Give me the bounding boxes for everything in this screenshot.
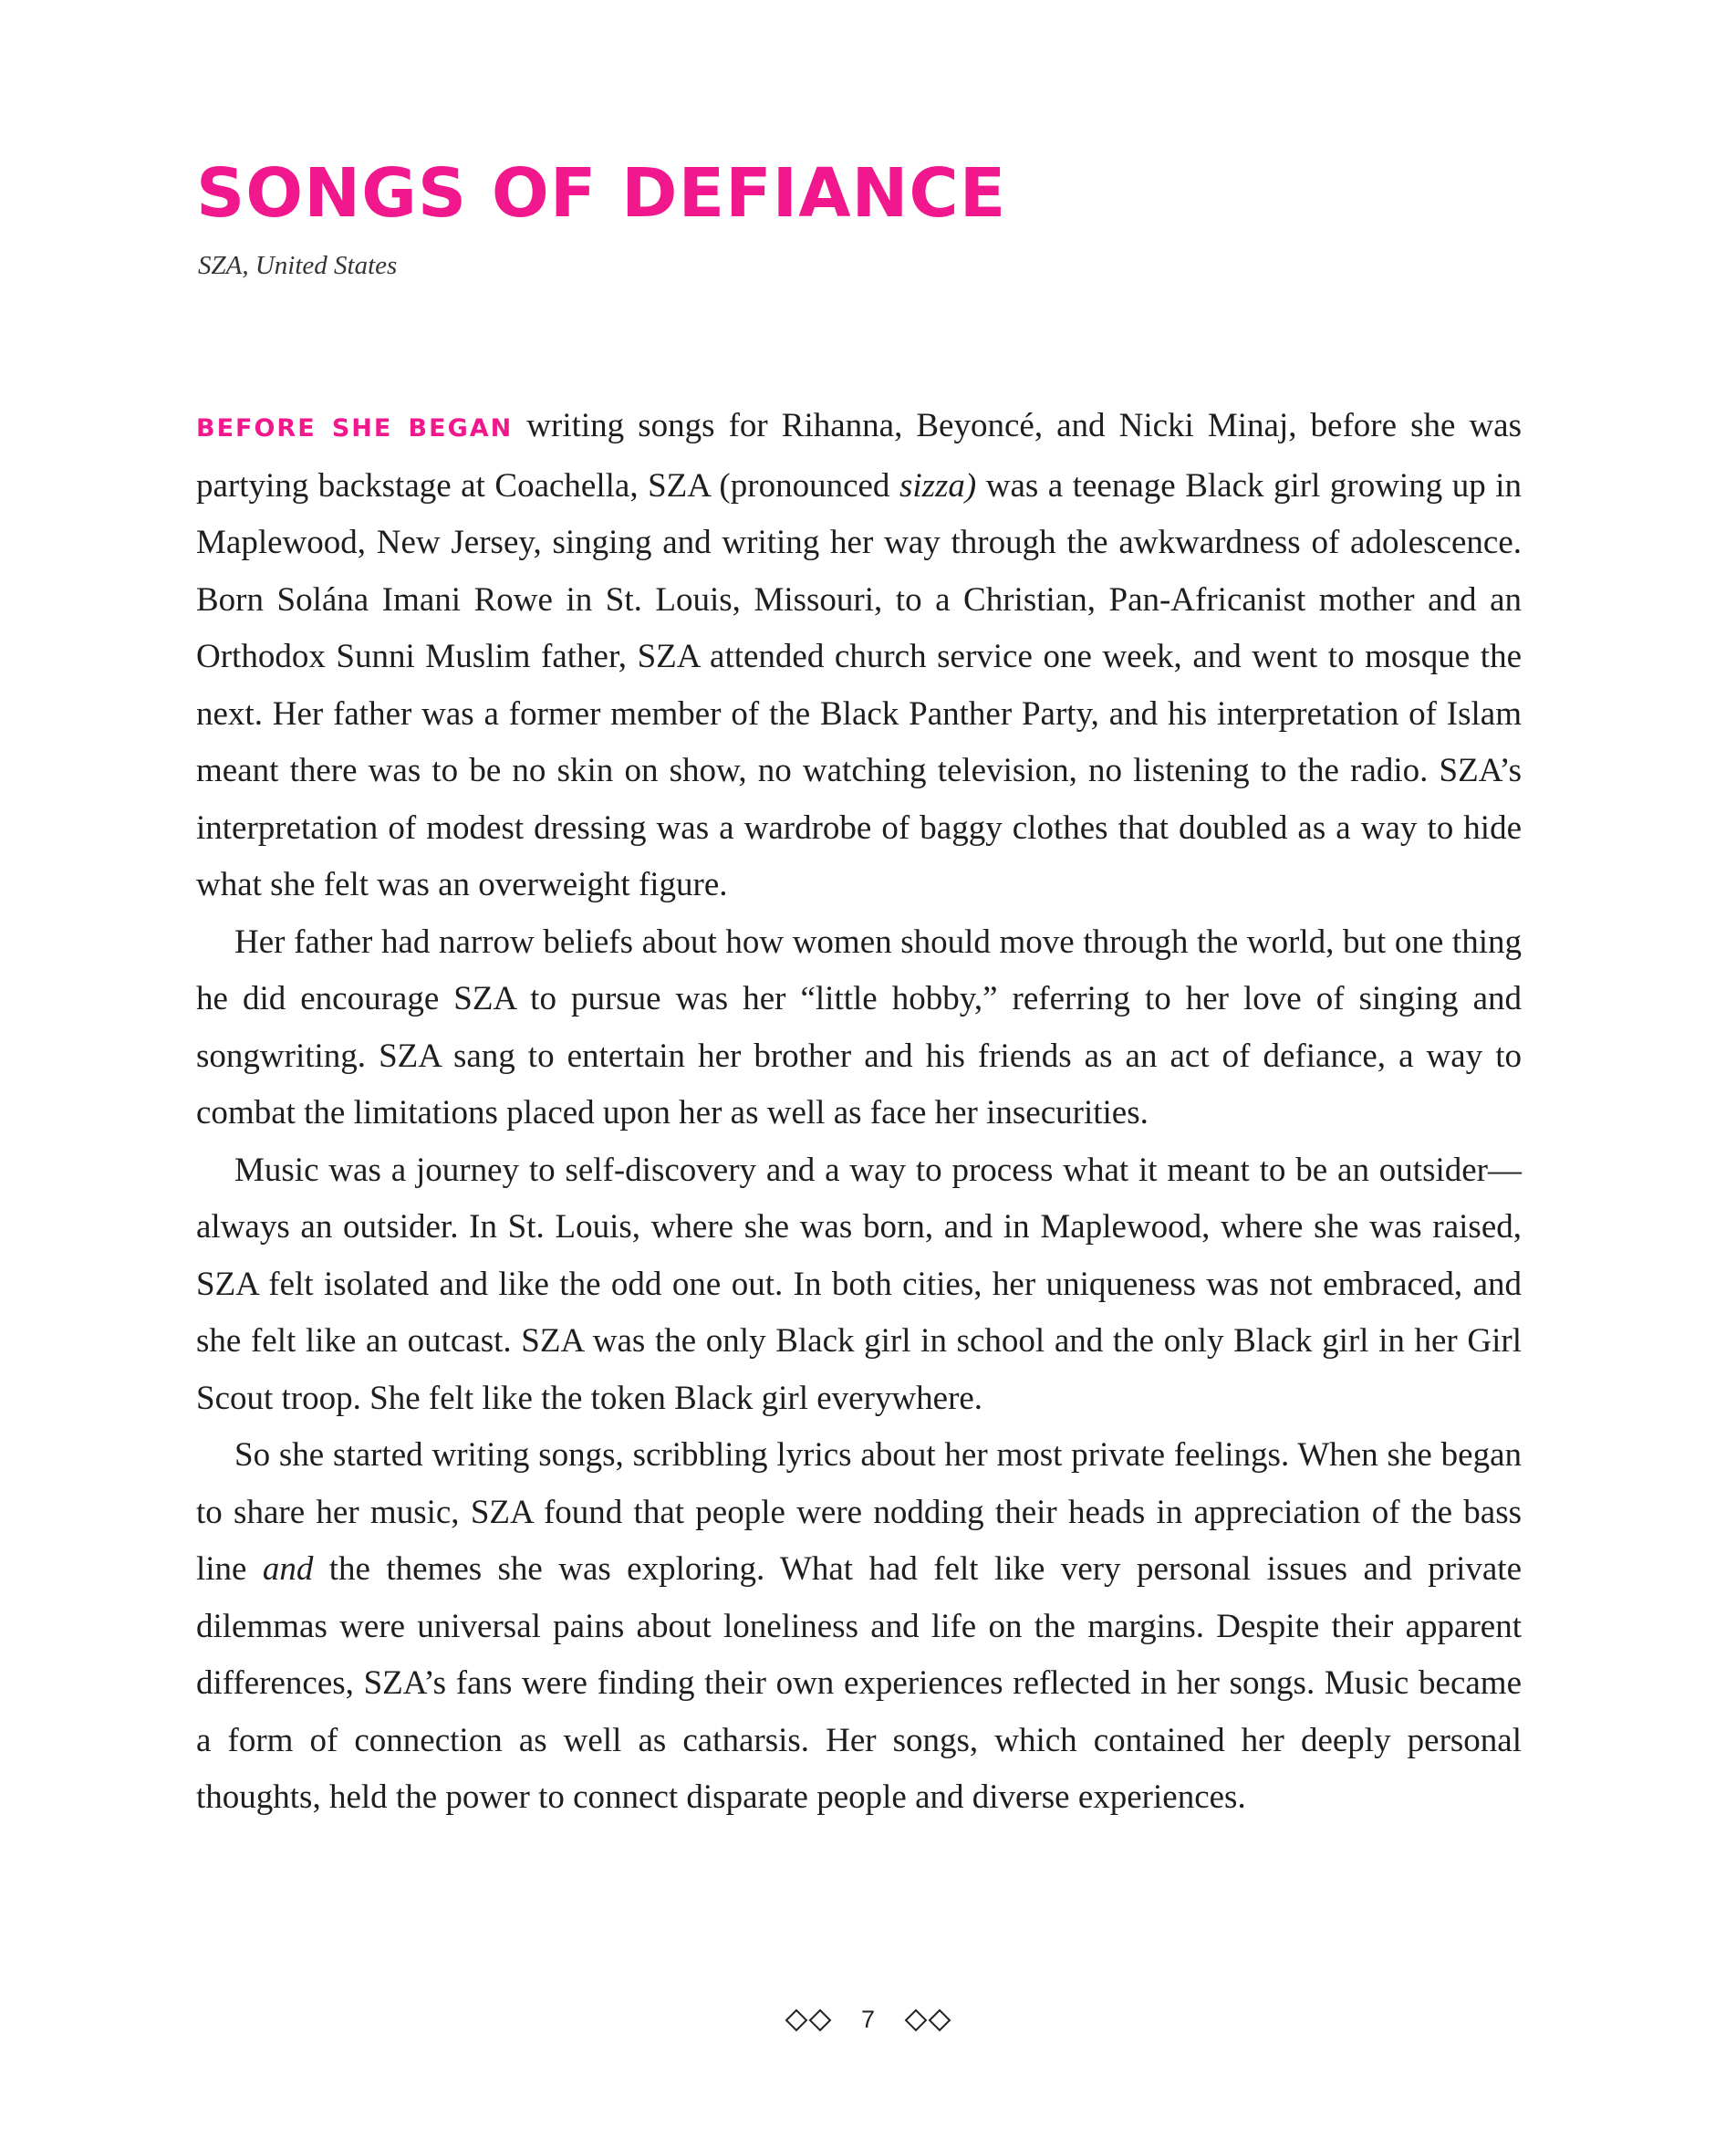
paragraph-2: Her father had narrow beliefs about how women should move through the world, but one thing he did encourage SZA to pursue was her “little hobby,” referring to her love of singing and songwriting. SZA sang to entertain her brother and his friends as an act of defiance, a way to combat the limitations placed upon her as well as face her insecurities.: [196, 923, 1522, 1131]
paragraph-1: [196, 398, 1522, 914]
chapter-subtitle: SZA, United States: [198, 251, 398, 280]
paragraph-1-part-2: was a teenage Black girl growing up in Maplewood, New Jersey, singing and writing her way through the awkwardness of adolescence. Born Solána Imani Rowe in St. Louis, Missouri, to a Christian, Pan-Africanist mother and an Orthodox Sunni Muslim father, SZA attended church service one week, and went to mosque the next. Her father was a former member of the Black Panther Party, and his interpretation of Islam meant there was to be no skin on show, no watching television, no listening to the radio. SZA’s interpretation of modest dressing was a wardrobe of baggy clothes that doubled as a way to hide what she felt was an overweight figure.: [196, 466, 1523, 903]
page-footer: [0, 2006, 1736, 2034]
double-diamond-left-icon: [785, 2008, 832, 2032]
paragraph-4-part-2: the themes she was exploring. What had felt like very personal issues and private dilemmas were universal pains about loneliness and life on the margins. Despite their apparent differences, SZA’s fans were finding their own experiences reflected in her songs. Music became a form of connection as well as catharsis. Her songs, which contained her deeply personal thoughts, held the power to connect disparate people and diverse experiences.: [196, 1550, 1522, 1816]
lead-in-text: BEFORE SHE BEGAN: [196, 414, 514, 443]
paragraph-3: Music was a journey to self-discovery and a way to process what it meant to be an outsider—always an outsider. In St. Louis, where she was born, and in Maplewood, where she was raised, SZA felt isolated and like the odd one out. In both cities, her uniqueness was not embraced, and she felt like an outcast. SZA was the only Black girl in school and the only Black girl in her Girl Scout troop. She felt like the token Black girl everywhere.: [196, 1151, 1522, 1417]
double-diamond-right-icon: [904, 2008, 951, 2032]
paragraph-4-italic: and: [262, 1550, 314, 1588]
paragraph-4: [196, 1427, 1522, 1827]
paragraph-4-part-1: So she started writing songs, scribbling lyrics about her most private feelings. When she began to share her music, SZA found that people were nodding their heads in appreciation of the bass line: [196, 1436, 1522, 1588]
paragraph-1-part-1: writing songs for Rihanna, Beyoncé, and Nicki Minaj, before she was partying backstage at Coachella, SZA (pronounced: [196, 407, 1522, 505]
article-body: [196, 398, 1522, 1827]
chapter-title: SONGS OF DEFIANCE: [196, 154, 1007, 233]
paragraph-1-italic: sizza): [899, 466, 977, 505]
page-number: 7: [860, 2006, 876, 2033]
